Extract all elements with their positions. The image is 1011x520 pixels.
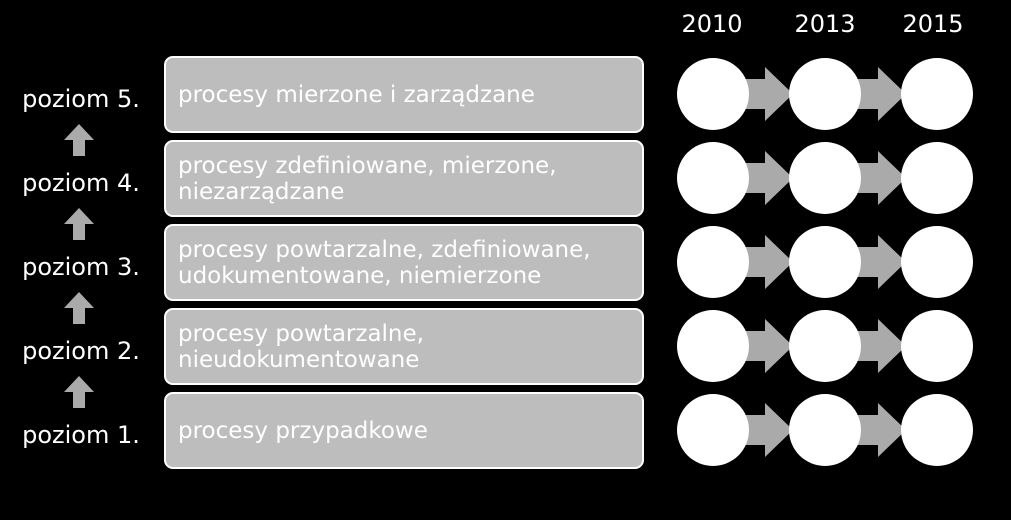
milestone-circle-2010 xyxy=(677,310,749,382)
milestone-circle-2010 xyxy=(677,394,749,466)
milestone-circle-2013 xyxy=(789,394,861,466)
milestone-circle-2013 xyxy=(789,142,861,214)
milestone-circle-2015 xyxy=(901,58,973,130)
up-arrow-icon xyxy=(64,292,94,324)
up-arrow-icon xyxy=(64,376,94,408)
year-header-2013: 2013 xyxy=(794,10,856,38)
milestone-circle-2013 xyxy=(789,226,861,298)
milestone-circle-2015 xyxy=(901,394,973,466)
level-description-1: procesy przypadkowe xyxy=(178,417,428,444)
level-box-5 xyxy=(164,56,644,133)
level-box-2 xyxy=(164,308,644,385)
level-label-1: poziom 1. xyxy=(22,421,140,449)
milestone-circle-2013 xyxy=(789,310,861,382)
timeline-row-2 xyxy=(675,307,975,385)
level-label-5: poziom 5. xyxy=(22,85,140,113)
timeline-row-1 xyxy=(675,391,975,469)
milestone-circle-2015 xyxy=(901,310,973,382)
timeline-row-3 xyxy=(675,223,975,301)
level-label-3: poziom 3. xyxy=(22,253,140,281)
milestone-circle-2015 xyxy=(901,142,973,214)
level-description-5: procesy mierzone i zarządzane xyxy=(178,81,535,108)
level-description-2: procesy powtarzalne, nieudokumentowane xyxy=(178,320,424,373)
timeline-row-5 xyxy=(675,55,975,133)
level-label-2: poziom 2. xyxy=(22,337,140,365)
milestone-circle-2010 xyxy=(677,58,749,130)
level-box-4 xyxy=(164,140,644,217)
milestone-circle-2013 xyxy=(789,58,861,130)
milestone-circle-2010 xyxy=(677,226,749,298)
level-description-4: procesy zdefiniowane, mierzone, niezarządzane xyxy=(178,152,557,205)
level-box-1 xyxy=(164,392,644,469)
timeline-row-4 xyxy=(675,139,975,217)
up-arrow-icon xyxy=(64,208,94,240)
level-label-4: poziom 4. xyxy=(22,169,140,197)
up-arrow-icon xyxy=(64,124,94,156)
level-description-3: procesy powtarzalne, zdefiniowane, udokumentowane, niemierzone xyxy=(178,236,591,289)
milestone-circle-2015 xyxy=(901,226,973,298)
year-header-2015: 2015 xyxy=(902,10,964,38)
level-box-3 xyxy=(164,224,644,301)
milestone-circle-2010 xyxy=(677,142,749,214)
year-header-2010: 2010 xyxy=(681,10,743,38)
